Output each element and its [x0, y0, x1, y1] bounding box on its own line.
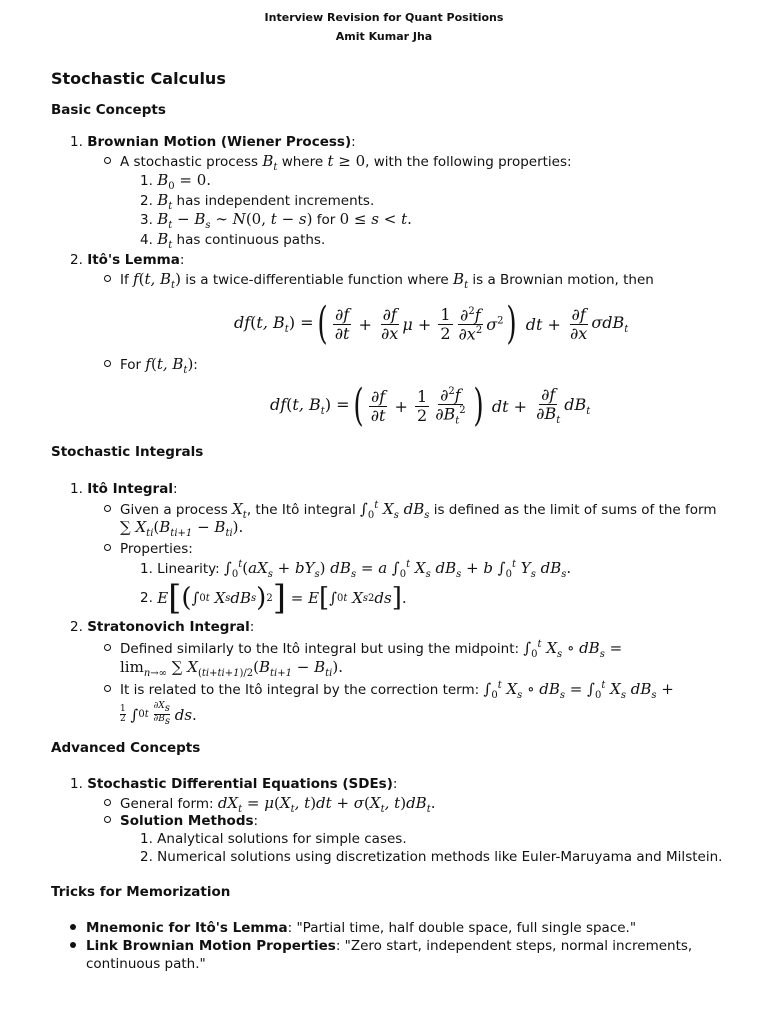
label-stratonovich: Stratonovich Integral — [87, 619, 250, 635]
heading-basic-concepts: Basic Concepts — [51, 102, 166, 118]
label-ito-lemma: Itô's Lemma — [87, 252, 180, 268]
item-stratonovich: 2. Stratonovich Integral: — [70, 619, 255, 635]
brownian-prop-3: 3. $B_t - B_s$ ∼ N(0, t − s) for 0 ≤ s < t. — [140, 210, 412, 231]
ito-integral-linearity: 1. Linearity: $\int_0^t(aX_s + bY_s) dB_s = a$ $\int_0^t$ $X_s$ $dB_s + b$ $\int_0^t$ $Y_s$ $dB_s$. — [140, 559, 572, 580]
doc-title: Interview Revision for Quant Positions — [264, 11, 504, 24]
circle-bullet-icon — [104, 544, 111, 551]
circle-bullet-icon — [104, 816, 111, 823]
section-title: Stochastic Calculus — [51, 69, 226, 88]
stratonovich-relation: It is related to the Itô integral by the correction term: $\int_0^t$ $X_s$ ∘ $dB_s = \int_0^t$ $X_s$ $dB_s$ + — [104, 680, 674, 701]
circle-bullet-icon — [104, 157, 111, 164]
ito-integral-properties: Properties: — [104, 541, 193, 557]
circle-bullet-icon — [104, 360, 111, 367]
ito-lemma-for: For f(t, $B_t$): — [104, 355, 198, 376]
sde-general-form: General form: $dX_t = \mu(X_t$, $t)dt + \sigma(X_t$, $t)dB_t$. — [104, 794, 436, 815]
math-t-geq-0: t ≥ 0 — [327, 152, 366, 170]
stratonovich-correction: 1 2 ∫ 0 t $\partial X_s$ $\partial B_s$ ds . — [120, 701, 197, 728]
disc-bullet-icon — [70, 924, 76, 930]
math-bt: $B_t$ — [262, 152, 278, 173]
ito-integral-given: Given a process $X_t$, the Itô integral $\int_0^t$ $X_s$ $dB_s$ is defined as the limit of sums of the form — [104, 500, 717, 521]
heading-advanced-concepts: Advanced Concepts — [51, 740, 201, 756]
label-sde: Stochastic Differential Equations (SDEs) — [87, 776, 393, 792]
ito-lemma-intro: If f(t, $B_t$) is a twice-differentiable function where $B_t$ is a Brownian motion, then — [104, 270, 654, 291]
brownian-prop-1: 1. $B_0 = 0$. — [140, 171, 212, 192]
item-sde: 1. Stochastic Differential Equations (SDEs): — [70, 776, 398, 792]
brownian-intro: A stochastic process $B_t$ where t ≥ 0, with the following properties: — [104, 152, 572, 173]
sde-methods: Solution Methods: — [104, 813, 258, 829]
equation-ito-bt: df(t, $B_t$) = ( $\frac{\partial f}{\partial t}$ + $\frac{1}{2}$ $\frac{\partial^2f}{\partial B_t^2}$ ) dt + $\frac{\partial f}{\partial B_t}$ $dB_t$ — [270, 380, 591, 431]
circle-bullet-icon — [104, 685, 111, 692]
doc-author: Amit Kumar Jha — [335, 30, 433, 43]
label-ito-integral: Itô Integral — [87, 481, 173, 497]
item-brownian-motion: 1. Brownian Motion (Wiener Process): — [70, 134, 356, 150]
equation-ito-lemma: df(t, $B_t$) = ( $\frac{\partial f}{\partial t}$ + $\frac{\partial f}{\partial x}$ μ + $\frac{1}{2}$ $\frac{\partial^2f}{\partial x^2}$ $\sigma^2$ ) dt + $\frac{\partial f}{\partial x}$ σdB$_t$ — [234, 298, 629, 349]
ito-integral-isometry: 2. E [ ( ∫ 0 t X s dB s ) 2 ] = E [ ∫ 0 t X s 2 ds ] . — [140, 578, 407, 618]
heading-stochastic-integrals: Stochastic Integrals — [51, 444, 204, 460]
sde-method-2: 2. Numerical solutions using discretization methods like Euler-Maruyama and Milstein. — [140, 849, 723, 865]
heading-tricks: Tricks for Memorization — [51, 884, 231, 900]
stratonovich-limit: $\lim_{n\to\infty}$ ∑ $X_{(ti+ti+1)/2}(B_{ti+1} - B_{ti})$. — [120, 658, 343, 679]
label-brownian: Brownian Motion (Wiener Process) — [87, 134, 352, 150]
circle-bullet-icon — [104, 799, 111, 806]
ito-integral-sum: ∑ $X_{ti}(B_{ti+1} - B_{ti})$. — [120, 518, 244, 539]
sde-method-1: 1. Analytical solutions for simple cases. — [140, 831, 407, 847]
circle-bullet-icon — [104, 644, 111, 651]
item-ito-lemma: 2. Itô's Lemma: — [70, 252, 185, 268]
trick-2: Link Brownian Motion Properties: "Zero start, independent steps, normal increments, — [70, 938, 692, 954]
circle-bullet-icon — [104, 275, 111, 282]
brownian-prop-2: 2. $B_t$ has independent increments. — [140, 191, 375, 212]
disc-bullet-icon — [70, 942, 76, 948]
trick-1: Mnemonic for Itô's Lemma: "Partial time, half double space, full single space." — [70, 920, 636, 936]
circle-bullet-icon — [104, 505, 111, 512]
trick-2-cont: continuous path." — [86, 956, 206, 972]
brownian-prop-4: 4. $B_t$ has continuous paths. — [140, 230, 326, 251]
stratonovich-def: Defined similarly to the Itô integral but using the midpoint: $\int_0^t$ $X_s$ ∘ $dB_s$ = — [104, 639, 622, 660]
item-ito-integral: 1. Itô Integral: — [70, 481, 178, 497]
